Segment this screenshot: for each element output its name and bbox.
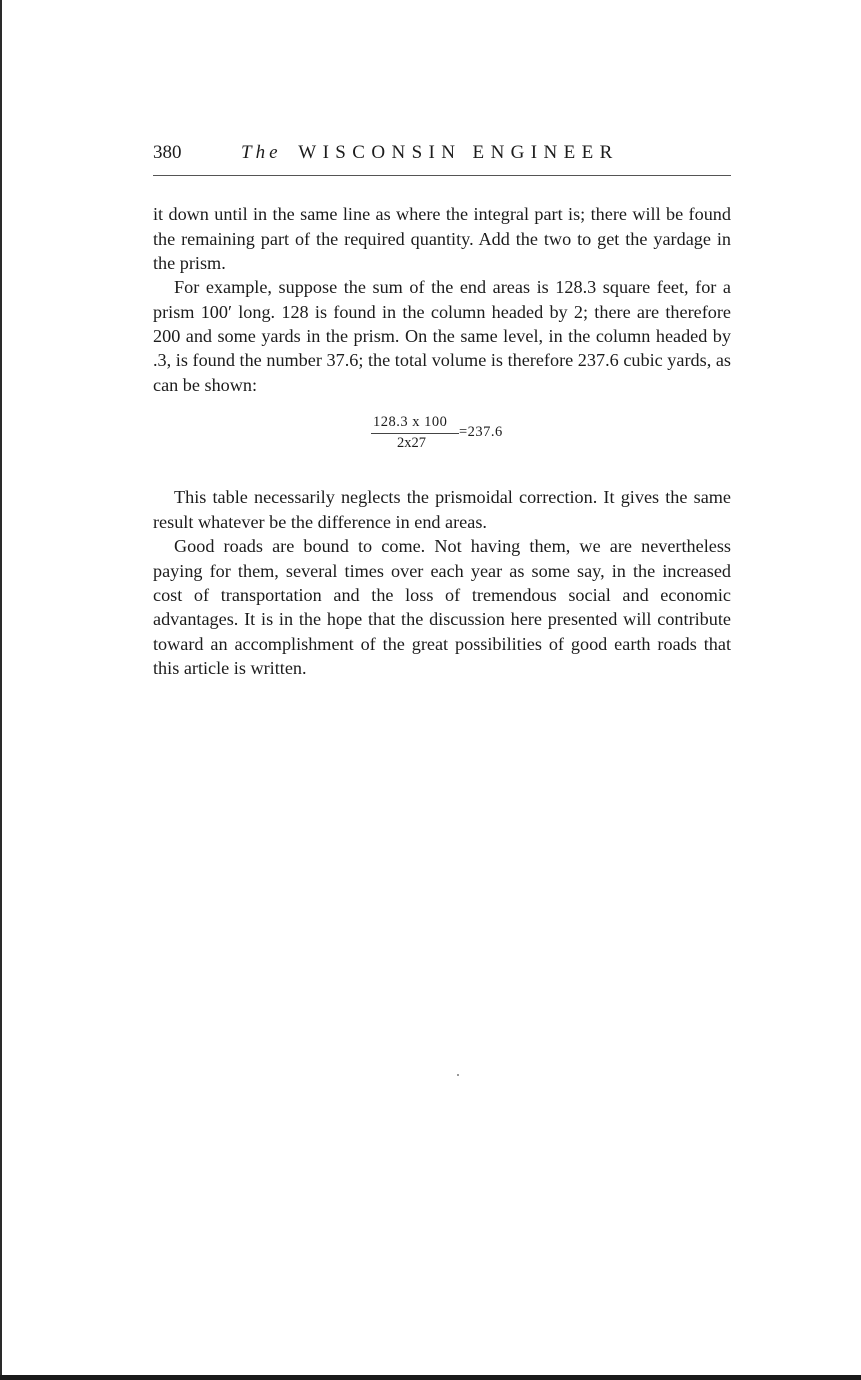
journal-title-name: WISCONSIN ENGINEER (298, 142, 619, 163)
running-head (153, 142, 731, 168)
formula-result: =237.6 (459, 424, 503, 440)
paragraph-table-note: This table necessarily neglects the prismoidal correction. It gives the same result whatever be the difference in end areas. (153, 487, 731, 532)
volume-formula (371, 414, 531, 454)
journal-title (241, 142, 619, 164)
paragraph-continuation: it down until in the same line as where the integral part is; there will be found the remaining part of the required quantity. Add the two to get the yardage in the prism. (153, 204, 731, 273)
scan-bottom-edge (0, 1375, 861, 1380)
fraction-bar (371, 433, 459, 434)
scan-speck (457, 1074, 459, 1076)
journal-title-article: The (241, 142, 282, 163)
paragraph-conclusion: Good roads are bound to come. Not having them, we are nevertheless paying for them, several times over each year as some say, in the increased cost of transportation and the loss of tremendous social and economic advantages. It is in the hope that the discussion here presented will contribute toward an accomplishment of the great possibilities of good earth roads that this article is written. (153, 536, 731, 679)
scan-left-edge (0, 0, 2, 1380)
formula-numerator: 128.3 x 100 (373, 414, 448, 430)
page-number: 380 (153, 142, 182, 163)
paragraph-example: For example, suppose the sum of the end areas is 128.3 square feet, for a prism 100′ long. 128 is found in the column headed by 2; there are therefore 200 and some yards in the prism. On the same level, in the column headed by .3, is found the number 37.6; the total volume is therefore 237.6 cubic yards, as can be shown: (153, 277, 731, 395)
formula-denominator: 2x27 (397, 435, 426, 451)
header-rule (153, 175, 731, 176)
